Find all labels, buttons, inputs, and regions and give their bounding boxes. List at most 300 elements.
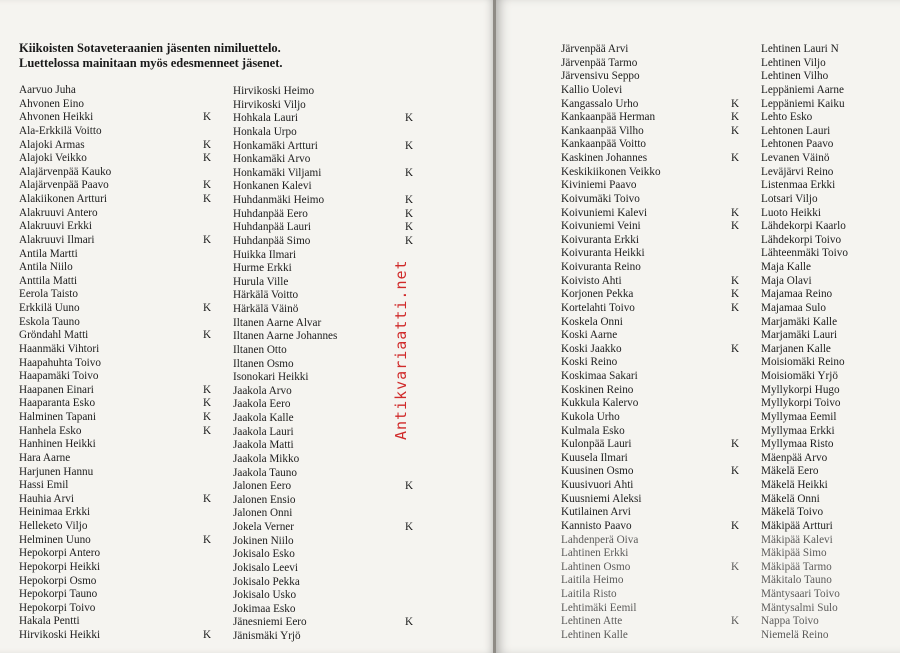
member-name: Kukkula Kalervo [561,397,639,410]
member-entry [561,166,751,180]
member-entry [19,561,219,575]
deceased-mark: K [203,152,212,165]
member-entry [561,43,751,57]
member-name: Myllymaa Eemil [761,410,837,423]
member-entry [761,70,891,84]
member-name: Hara Aarne [19,451,71,464]
member-entry [761,193,891,207]
member-name: Niemelä Reino [761,628,829,641]
member-name: Maja Kalle [761,261,812,273]
member-name: Lahtinen Osmo [561,560,631,573]
member-name: Jalonen Ensio [233,493,296,506]
member-name: Mäkelä Eero [761,465,819,478]
member-entry [233,467,423,481]
member-name: Hauhia Arvi [19,492,74,505]
member-entry [561,111,751,125]
member-name: Lehtimäki Eemil [561,601,637,614]
member-name: Lehtinen Vilho [761,70,829,83]
member-entry [761,234,891,248]
deceased-mark: K [405,616,414,629]
member-name: Kallio Uolevi [561,83,623,96]
member-name: Eskola Tauno [19,315,80,328]
member-name: Järvenpää Tarmo [561,56,638,69]
member-name: Mäkelä Heikki [761,479,828,491]
member-name: Heinimaa Erkki [19,506,91,519]
name-column-1 [19,84,219,643]
member-entry [761,397,891,411]
member-name: Jalonen Onni [233,507,293,520]
member-entry [761,506,891,520]
member-entry [19,370,219,384]
member-entry [19,411,219,425]
member-entry [561,247,751,261]
deceased-mark: K [203,424,212,437]
member-name: Lotsari Viljo [761,192,818,205]
member-entry [19,125,219,139]
member-entry [233,194,423,208]
member-name: Alajoki Armas [19,138,85,151]
member-entry [561,70,751,84]
member-name: Mäkitalo Tauno [761,574,832,587]
watermark [390,252,414,442]
member-entry [761,288,891,302]
member-name: Moisiomäki Yrjö [761,370,838,382]
member-entry [761,247,891,261]
member-name: Leppäniemi Aarne [761,83,844,96]
member-entry [561,452,751,466]
deceased-mark: K [405,221,414,234]
member-name: Jänesniemi Eero [233,616,307,629]
member-name: Kulonpää Lauri [561,438,632,451]
member-name: Honkamäki Arvo [233,153,311,166]
member-entry [19,139,219,153]
member-name: Härkälä Voitto [233,289,299,302]
member-name: Kortelahti Toivo [561,301,635,314]
member-name: Jaakola Mikko [233,452,300,465]
member-entry [561,411,751,425]
member-name: Keskikiikonen Veikko [561,165,661,178]
deceased-mark: K [203,533,212,546]
member-name: Huikka Ilmari [233,248,297,261]
member-name: Myllymaa Erkki [761,424,835,437]
deceased-mark: K [203,138,212,151]
member-entry [19,425,219,439]
member-entry [561,493,751,507]
member-name: Jalonen Eero [233,480,292,493]
member-entry [561,179,751,193]
member-name: Honkamäki Artturi [233,139,318,152]
member-entry [233,480,423,494]
member-entry [19,98,219,112]
deceased-mark: K [405,521,414,533]
member-entry [561,343,751,357]
member-entry [761,343,891,357]
member-entry [761,438,891,452]
deceased-mark: K [731,124,740,137]
member-entry [761,125,891,139]
member-entry [19,534,219,548]
member-entry [19,220,219,234]
heading-line-1: Kiikoisten Sotaveteraanien jäsenten nimiluettelo. [19,41,281,55]
member-entry [761,207,891,221]
member-name: Jokisalo Esko [233,548,295,561]
member-name: Antila Niilo [19,261,73,274]
member-entry [19,166,219,180]
member-name: Lehtinen Lauri N [761,43,839,55]
member-name: Haapanen Einari [19,383,94,396]
member-name: Hirvikoski Heikki [19,629,101,641]
member-entry [761,479,891,493]
member-entry [19,248,219,262]
member-entry [19,261,219,275]
member-entry [233,603,423,617]
member-name: Kutilainen Arvi [561,506,631,519]
member-entry [561,220,751,234]
member-name: Honkamäki Viljami [233,166,322,179]
member-name: Mäntysaari Toivo [761,588,840,600]
member-name: Jokisalo Pekka [233,575,300,588]
member-entry [233,535,423,549]
member-entry [19,384,219,398]
member-entry [561,615,751,629]
deceased-mark: K [405,234,414,247]
member-name: Jaakola Tauno [233,466,297,479]
member-entry [19,466,219,480]
member-name: Helleketo Viljo [19,520,88,532]
member-entry [561,138,751,152]
member-name: Laitila Risto [561,588,617,600]
member-entry [233,208,423,222]
member-name: Huhdanmäki Heimo [233,194,325,206]
member-name: Iltanen Osmo [233,357,294,370]
member-name: Lahdenperä Oiva [561,533,639,546]
deceased-mark: K [203,411,212,423]
member-name: Korjonen Pekka [561,288,634,301]
member-name: Ahvonen Heikki [19,111,94,124]
member-name: Isonokari Heikki [233,371,309,384]
member-entry [19,84,219,98]
member-entry [233,507,423,521]
member-name: Jaakola Eero [233,398,291,411]
member-entry [761,43,891,57]
member-name: Levanen Väinö [761,152,830,164]
member-name: Hakala Pentti [19,615,80,628]
deceased-mark: K [731,274,740,287]
member-entry [561,629,751,643]
deceased-mark: K [405,480,414,493]
member-name: Hepokorpi Toivo [19,601,96,614]
member-name: Koivumäki Toivo [561,192,640,205]
deceased-mark: K [203,329,212,342]
member-entry [233,235,423,249]
member-name: Huhdanpää Lauri [233,221,311,234]
member-name: Listenmaa Erkki [761,179,836,192]
member-name: Aarvuo Juha [19,84,76,96]
book-gutter [493,0,496,653]
member-entry [19,438,219,452]
member-name: Hurme Erkki [233,262,292,275]
member-entry [561,438,751,452]
deceased-mark: K [731,519,740,532]
member-entry [561,275,751,289]
member-name: Lehtonen Paavo [761,138,834,151]
member-name: Hanhinen Heikki [19,438,96,451]
member-name: Antila Martti [19,247,78,260]
member-name: Alakruuvi Ilmari [19,233,95,246]
member-name: Harjunen Hannu [19,465,94,478]
member-name: Iltanen Otto [233,343,287,356]
deceased-mark: K [203,179,212,192]
member-name: Mäkelä Onni [761,492,820,505]
member-entry [233,630,423,644]
member-entry [561,316,751,330]
member-name: Iltanen Aarne Alvar [233,316,322,329]
member-name: Jokisalo Usko [233,589,297,602]
member-name: Kuusela Ilmari [561,451,628,464]
member-name: Lähdekorpi Kaarlo [761,220,846,233]
member-entry [561,574,751,588]
member-entry [233,576,423,590]
member-name: Kannisto Paavo [561,519,632,532]
member-entry [561,465,751,479]
member-name: Jaakola Kalle [233,412,294,424]
member-name: Halminen Tapani [19,411,96,423]
member-name: Haapamäki Toivo [19,370,99,383]
member-entry [561,370,751,384]
member-name: Mäkipää Kalevi [761,533,833,546]
member-entry [233,126,423,140]
member-name: Kankaanpää Vilho [561,124,644,137]
member-name: Kaskinen Johannes [561,152,648,164]
deceased-mark: K [731,152,740,164]
member-entry [19,493,219,507]
member-name: Koski Reino [561,356,618,369]
member-name: Jänismäki Yrjö [233,630,301,642]
member-name: Hanhela Esko [19,424,82,437]
member-name: Honkala Urpo [233,125,297,138]
member-entry [233,548,423,562]
member-entry [233,112,423,126]
member-entry [19,207,219,221]
member-entry [233,521,423,535]
member-name: Koivuranta Heikki [561,247,645,260]
member-entry [761,520,891,534]
member-name: Erkkilä Uuno [19,302,80,314]
member-entry [19,357,219,371]
member-name: Alakruuvi Antero [19,206,98,219]
member-name: Mäkelä Toivo [761,506,824,519]
member-entry [561,602,751,616]
member-entry [19,588,219,602]
member-entry [233,85,423,99]
member-entry [761,615,891,629]
member-name: Marjamäki Kalle [761,315,838,328]
member-name: Marjanen Kalle [761,342,831,355]
member-entry [561,125,751,139]
member-entry [561,520,751,534]
member-entry [19,520,219,534]
deceased-mark: K [203,492,212,505]
member-name: Leppäniemi Kaiku [761,97,845,110]
member-name: Mäntysalmi Sulo [761,601,838,614]
member-entry [761,574,891,588]
member-name: Koivisto Ahti [561,274,622,287]
member-name: Koivuranta Erkki [561,233,639,246]
member-entry [233,221,423,235]
member-name: Ala-Erkkilä Voitto [19,124,102,137]
member-name: Lehtinen Kalle [561,628,628,641]
member-name: Lehtonen Lauri [761,124,831,137]
member-entry [761,138,891,152]
member-entry [561,479,751,493]
member-entry [19,316,219,330]
member-entry [561,588,751,602]
member-name: Haanmäki Vihtori [19,342,100,355]
member-entry [761,547,891,561]
member-entry [761,493,891,507]
member-name: Koivuniemi Veini [561,220,641,233]
member-name: Hirvikoski Viljo [233,98,306,111]
member-name: Lehtinen Atte [561,615,623,628]
member-name: Kankaanpää Herman [561,111,656,124]
deceased-mark: K [731,301,740,314]
member-entry [761,316,891,330]
member-name: Moisiomäki Reino [761,356,845,369]
member-name: Kangassalo Urho [561,97,639,110]
deceased-mark: K [731,97,740,110]
deceased-mark: K [405,139,414,152]
member-entry [233,140,423,154]
member-name: Haapahuhta Toivo [19,356,101,369]
member-name: Kiviniemi Paavo [561,179,637,192]
member-entry [19,397,219,411]
member-entry [19,152,219,166]
member-name: Myllykorpi Toivo [761,397,841,410]
member-name: Jaakola Matti [233,439,294,452]
deceased-mark: K [203,233,212,246]
member-entry [233,589,423,603]
deceased-mark: K [405,194,414,206]
member-name: Mäkipää Tarmo [761,560,832,573]
member-entry [19,179,219,193]
member-name: Lehto Esko [761,111,813,124]
member-entry [233,99,423,113]
member-name: Jokinen Niilo [233,534,294,547]
member-name: Mäenpää Arvo [761,451,828,464]
member-name: Alajärvenpää Paavo [19,179,109,192]
member-name: Huhdanpää Eero [233,207,308,220]
member-entry [761,329,891,343]
member-entry [761,152,891,166]
member-entry [561,425,751,439]
member-name: Kuusinen Osmo [561,465,634,478]
member-name: Koskela Onni [561,315,623,328]
member-entry [233,153,423,167]
member-name: Alakruuvi Erkki [19,220,93,233]
deceased-mark: K [731,111,740,124]
member-name: Hohkala Lauri [233,112,298,125]
member-entry [761,561,891,575]
member-name: Kuusivuori Ahti [561,479,634,491]
member-entry [761,111,891,125]
member-name: Mäkipää Simo [761,547,827,560]
member-entry [233,562,423,576]
member-entry [761,534,891,548]
member-entry [761,370,891,384]
member-entry [761,452,891,466]
member-name: Koski Aarne [561,329,618,342]
member-name: Iltanen Aarne Johannes [233,330,338,343]
member-entry [761,84,891,98]
member-name: Lähdekorpi Toivo [761,233,842,246]
member-name: Maja Olavi [761,274,812,287]
member-entry [561,84,751,98]
member-name: Alakiikonen Artturi [19,193,107,205]
deceased-mark: K [203,629,212,641]
member-entry [233,494,423,508]
member-entry [233,167,423,181]
member-entry [761,602,891,616]
deceased-mark: K [203,302,212,314]
member-name: Luoto Heikki [761,206,821,219]
watermark-text: Antikvariaatti.net [392,259,410,440]
member-name: Hurula Ville [233,275,289,288]
member-name: Hepokorpi Osmo [19,574,97,587]
deceased-mark: K [731,560,740,573]
member-entry [233,180,423,194]
member-entry [19,302,219,316]
member-name: Mäkipää Artturi [761,519,833,532]
member-entry [19,275,219,289]
member-name: Koivuniemi Kalevi [561,206,648,219]
member-entry [561,234,751,248]
member-entry [761,166,891,180]
member-name: Alajoki Veikko [19,152,87,165]
member-entry [561,57,751,71]
deceased-mark: K [731,220,740,233]
member-entry [561,356,751,370]
member-name: Kuusniemi Aleksi [561,492,642,505]
member-entry [761,465,891,479]
deceased-mark: K [731,615,740,628]
member-entry [761,261,891,275]
member-name: Nappa Toivo [761,615,819,628]
member-entry [19,629,219,643]
member-entry [233,616,423,630]
member-name: Marjamäki Lauri [761,329,838,342]
member-entry [233,453,423,467]
member-name: Hirvikoski Heimo [233,85,315,97]
member-name: Kukola Urho [561,410,620,423]
page-heading [19,41,283,71]
member-entry [561,561,751,575]
member-name: Koski Jaakko [561,342,622,355]
member-entry [19,602,219,616]
deceased-mark: K [731,206,740,219]
member-entry [761,629,891,643]
member-entry [561,547,751,561]
member-name: Myllymaa Risto [761,438,834,451]
member-name: Myllykorpi Hugo [761,383,840,396]
member-entry [761,57,891,71]
member-entry [761,220,891,234]
member-name: Kulmala Esko [561,424,625,437]
member-name: Hassi Emil [19,479,69,492]
member-entry [561,193,751,207]
member-entry [761,425,891,439]
member-name: Majamaa Reino [761,288,833,301]
member-entry [761,275,891,289]
